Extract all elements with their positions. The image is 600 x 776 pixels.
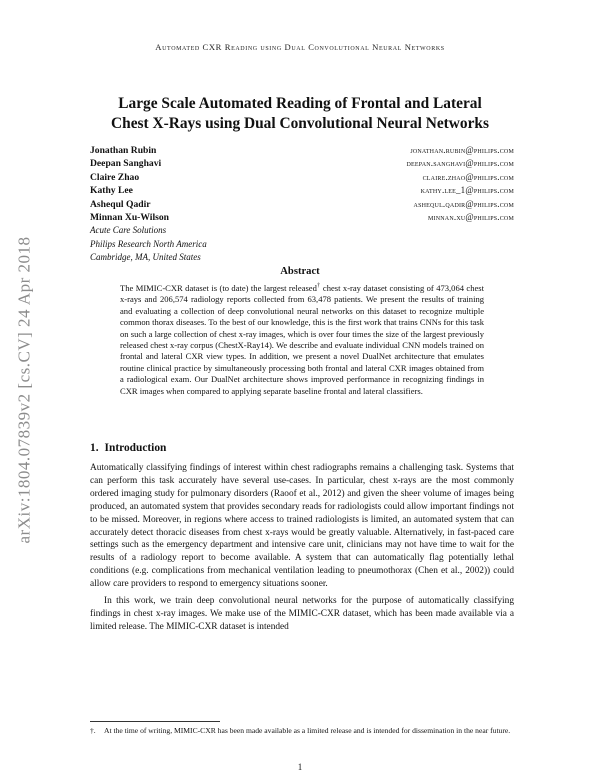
footnote-text: At the time of writing, MIMIC-CXR has been made available as a limited release and is intended for dissemination in the near future. [104,726,511,735]
author-block [90,144,514,265]
affiliation-line: Philips Research North America [90,238,207,249]
author-row [90,211,514,224]
section-number: 1. [90,442,99,454]
author-row [90,184,514,197]
author-email[interactable]: claire.zhao@philips.com [422,171,514,182]
affiliation-line: Acute Care Solutions [90,225,167,236]
abstract-heading: Abstract [280,266,320,277]
author-name: Jonathan Rubin [90,145,157,156]
author-name: Minnan Xu-Wilson [90,212,169,224]
abstract-text-start: The MIMIC-CXR dataset is (to date) the largest released [120,283,317,293]
footnote-mark[interactable]: † [316,283,321,290]
author-email[interactable]: jonathan.rubin@philips.com [410,145,514,155]
arxiv-stamp-text: arXiv:1804.07839v2 [cs.CV] 24 Apr 2018 [15,236,34,544]
paper-title-line-2: Chest X-Rays using Dual Convolutional Neural Networks [111,115,489,132]
author-name: Deepan Sanghavi [90,158,162,170]
intro-paragraph: In this work, we train deep convolutional neural networks for the purpose of automatically classifying findings in chest x-ray images. We make use of the MIMIC-CXR dataset, which has been made available via a limited release. The MIMIC-CXR dataset is intended [90,596,514,632]
author-row [90,144,514,157]
footnote-mark-label: †. [90,726,96,735]
footnote [90,726,514,736]
author-row [90,157,514,170]
affiliation-line: Cambridge, MA, United States [90,252,201,263]
paper-title [60,94,540,134]
author-name: Ashequl Qadir [90,198,151,210]
author-email[interactable]: ashequl.qadir@philips.com [413,198,514,209]
running-head: Automated CXR Reading using Dual Convolutional Neural Networks [155,42,445,52]
footnote-divider [90,721,220,722]
author-email[interactable]: kathy.lee_1@philips.com [420,185,514,196]
author-name: Claire Zhao [90,171,140,183]
arxiv-stamp [10,205,40,575]
abstract-text-rest: chest x-ray dataset consisting of 473,064 chest x-rays and 206,574 radiology reports collected from 63,478 patients. We present the results of training and evaluating a collection of deep convolutional neural networks on this dataset to recognize multiple common thorax diseases. To the best of our knowledge, this is the first work that trains CNNs for this task on such a large collection of chest x-ray images, which is over four times the size of the largest previously released chest x-ray corpus (ChestX-Ray14). We describe and evaluate individual CNN models trained on frontal and lateral CXR view types. In addition, we present a novel DualNet architecture that emulates routine clinical practice by simultaneously processing both frontal and lateral CXR images obtained from a radiological exam. Our DualNet architecture shows improved performance in recognizing findings in CXR images when compared to applying separate baseline frontal and lateral classifiers. [120,283,484,396]
section-title: Introduction [104,442,167,454]
paper-title-line-1: Large Scale Automated Reading of Frontal and Lateral [118,95,482,112]
abstract-body [120,283,484,397]
section-heading [90,442,166,454]
intro-paragraph: Automatically classifying findings of interest within chest radiographs remains a challenging task. Systems that can perform this task accurately have several use-cases. In particular, chest x-rays are the most commonly ordered imaging study for pulmonary disorders (Raoof et al., 2012) and given the sheer volume of images being produced, an automated system that provides secondary reads for radiologists could allow important findings not to be missed. Moreover, in regions where access to trained radiologists is limited, an automated system that can accurately detect thoracic diseases from chest x-rays would be greatly valuable. Alternatively, in fast-paced care settings such as the emergency department and intensive care unit, clinicians may not have time to wait for the results of a radiology report to become available. A system that can automatically flag potentially lethal conditions (e.g. complications from mechanical ventilation leading to pneumothorax (Chen et al., 2002)) could allow care providers to respond to emergency situations sooner. [90,463,514,590]
author-email[interactable]: minnan.xu@philips.com [428,212,514,223]
page-number: 1 [297,762,303,772]
author-row [90,171,514,184]
author-row [90,198,514,211]
introduction-body [90,462,514,634]
author-name: Kathy Lee [90,185,133,197]
author-email[interactable]: deepan.sanghavi@philips.com [406,158,514,169]
